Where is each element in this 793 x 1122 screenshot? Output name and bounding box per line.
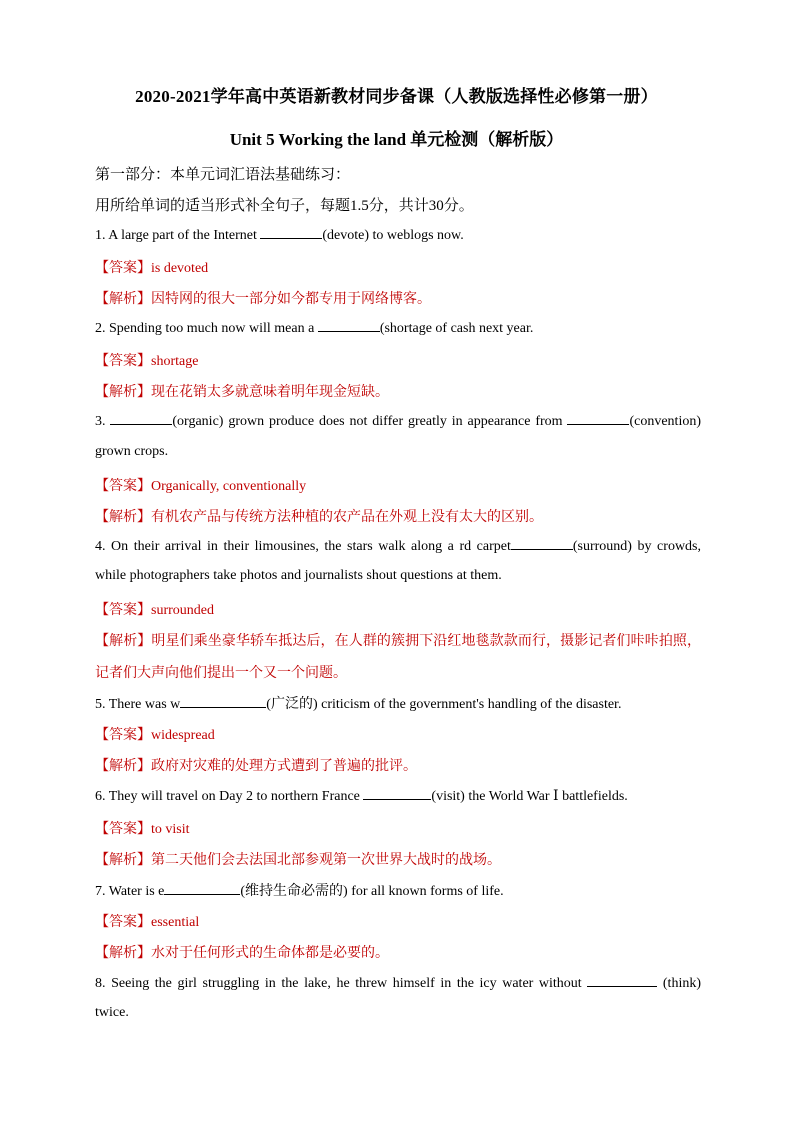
analysis-text: 明星们乘坐豪华轿车抵达后，在人群的簇拥下沿红地毯款款而行，摄影记者们咔咔拍照， (151, 634, 702, 649)
analysis-7 (95, 942, 389, 962)
question-text: (think) (657, 976, 701, 991)
analysis-text: 有机农产品与传统方法种植的农产品在外观上没有太大的区别。 (151, 510, 543, 525)
question-text: 4. On their arrival in their limousines, the stars walk along a rd carpet (95, 539, 511, 554)
answer-blank (164, 882, 240, 895)
question-7 (95, 880, 504, 900)
answer-text: is devoted (151, 261, 209, 276)
question-4 (95, 537, 701, 555)
analysis-6 (95, 849, 501, 869)
answer-blank (363, 787, 431, 800)
answer-label: 【答案】 (95, 915, 151, 930)
question-8-continued: twice. (95, 1005, 129, 1020)
analysis-label: 【解析】 (95, 946, 151, 961)
question-text: (devote) to weblogs now. (322, 228, 464, 243)
analysis-text: 水对于任何形式的生命体都是必要的。 (151, 946, 389, 961)
analysis-5 (95, 755, 417, 775)
answer-text: Organically, conventionally (151, 479, 307, 494)
analysis-label: 【解析】 (95, 634, 152, 649)
section-instruction: 用所给单词的适当形式补全句子，每题1.5分，共计30分。 (95, 198, 474, 214)
question-4-continued: while photographers take photos and journalists shout questions at them. (95, 568, 502, 583)
answer-6 (95, 818, 190, 838)
analysis-1 (95, 288, 431, 308)
answer-label: 【答案】 (95, 728, 151, 743)
section-heading: 第一部分：本单元词汇语法基础练习： (95, 167, 351, 183)
document-subtitle: Unit 5 Working the land 单元检测（解析版） (229, 130, 564, 149)
answer-blank (180, 695, 266, 708)
analysis-text: 第二天他们会去法国北部参观第一次世界大战时的战场。 (151, 853, 501, 868)
question-text: 1. A large part of the Internet (95, 228, 261, 243)
answer-label: 【答案】 (95, 354, 151, 369)
answer-blank (567, 412, 629, 425)
question-3 (95, 412, 701, 430)
question-5 (95, 693, 621, 713)
answer-blank (511, 537, 573, 550)
question-text: (surround) by crowds, (572, 539, 701, 554)
analysis-text: 现在花销太多就意味着明年现金短缺。 (151, 385, 389, 400)
answer-7 (95, 911, 199, 931)
answer-4 (95, 599, 214, 619)
question-text: 8. Seeing the girl struggling in the lake, he threw himself in the icy water without (95, 976, 588, 991)
answer-text: essential (151, 915, 200, 930)
question-text: 3. (95, 414, 111, 429)
question-8 (95, 974, 701, 992)
analysis-2 (95, 381, 389, 401)
question-2 (95, 319, 533, 337)
analysis-4-continued: 记者们大声向他们提出一个又一个问题。 (95, 666, 347, 681)
question-text: (visit) the World War Ⅰ battlefields. (431, 789, 628, 804)
analysis-text: 因特网的很大一部分如今都专用于网络博客。 (151, 292, 431, 307)
answer-label: 【答案】 (95, 479, 151, 494)
analysis-label: 【解析】 (95, 385, 151, 400)
answer-1 (95, 257, 208, 277)
question-text: (shortage of cash next year. (379, 321, 534, 336)
analysis-text: 政府对灾难的处理方式遭到了普遍的批评。 (151, 759, 417, 774)
answer-label: 【答案】 (95, 822, 151, 837)
analysis-label: 【解析】 (95, 510, 151, 525)
question-6 (95, 787, 628, 805)
question-text: 6. They will travel on Day 2 to northern France (95, 789, 364, 804)
question-text: (organic) grown produce does not differ greatly in appearance from (172, 414, 568, 429)
analysis-4 (95, 630, 701, 650)
question-text: 5. There was w (95, 697, 181, 712)
analysis-label: 【解析】 (95, 292, 151, 307)
answer-blank (260, 226, 322, 239)
answer-blank (318, 319, 380, 332)
answer-text: widespread (151, 728, 215, 743)
answer-blank (587, 974, 657, 987)
document-title: 2020-2021学年高中英语新教材同步备课（人教版选择性必修第一册） (135, 87, 658, 106)
answer-text: surrounded (151, 603, 214, 618)
answer-5 (95, 724, 215, 744)
answer-3 (95, 475, 306, 495)
answer-blank (110, 412, 172, 425)
answer-text: shortage (151, 354, 199, 369)
question-3-continued: grown crops. (95, 444, 169, 459)
question-text: 7. Water is e (95, 884, 165, 899)
answer-2 (95, 350, 198, 370)
answer-label: 【答案】 (95, 261, 151, 276)
answer-label: 【答案】 (95, 603, 151, 618)
answer-text: to visit (151, 822, 190, 837)
analysis-3 (95, 506, 543, 526)
question-text: (广泛的) criticism of the government's handling of the disaster. (266, 697, 622, 712)
question-text: (维持生命必需的) for all known forms of life. (240, 884, 504, 899)
analysis-label: 【解析】 (95, 853, 151, 868)
question-text: (convention) (629, 414, 701, 429)
question-1 (95, 226, 464, 244)
question-text: 2. Spending too much now will mean a (95, 321, 318, 336)
analysis-label: 【解析】 (95, 759, 151, 774)
